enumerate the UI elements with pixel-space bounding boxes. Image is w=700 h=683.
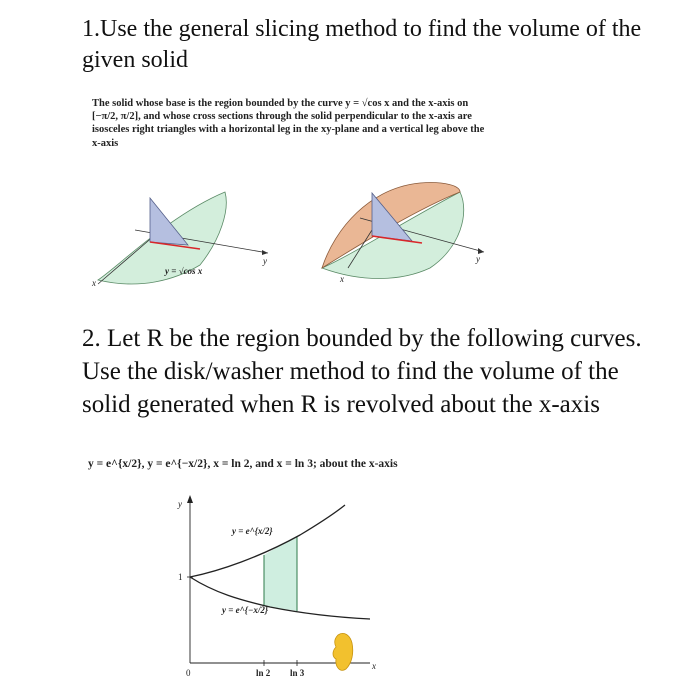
question-2-title: 2. Let R be the region bounded by the following curves. Use the disk/washer method to find the volume of the solid generated when R is revolved about the x-axis [82,325,642,418]
question-1-title: 1.Use the general slicing method to find the volume of the given solid [82,16,642,73]
question-1-problem-text: The solid whose base is the region bounded by the curve y = √cos x and the x-axis on [−π/2, π/2], and whose cross sections through the solid perpendicular to the x-axis are isosceles right triangles with a horizontal leg in the xy-plane and a vertical leg above the x-axis [92,98,485,149]
upper-curve-label: y = e^{x/2} [232,526,273,536]
right-y-axis-label: y [476,254,480,264]
lower-curve-label: y = e^{−x/2} [222,605,268,615]
figure-right-solid [300,178,500,293]
x-axis-label: x [372,661,376,671]
shaded-region-r [264,536,297,611]
question-2-curves-text: y = e^{x/2}, y = e^{−x/2}, x = ln 2, and x = ln 3; about the x-axis [88,458,398,470]
figure-region-r [160,485,390,683]
x-tick-ln3-label: ln 3 [290,668,305,678]
y-axis-arrow [187,495,193,503]
right-x-axis-label: x [340,274,344,284]
figure-left-solid-base [80,180,280,295]
y-tick-1-label: 1 [178,572,183,582]
x-tick-ln2-label: ln 2 [256,668,271,678]
left-curve-label: y = √cos x [165,266,203,276]
origin-label: 0 [186,668,191,678]
left-x-axis-label: x [92,278,96,288]
pointing-hand-icon [333,633,353,670]
left-y-axis-label: y [263,256,267,266]
y-axis-label: y [178,499,182,509]
